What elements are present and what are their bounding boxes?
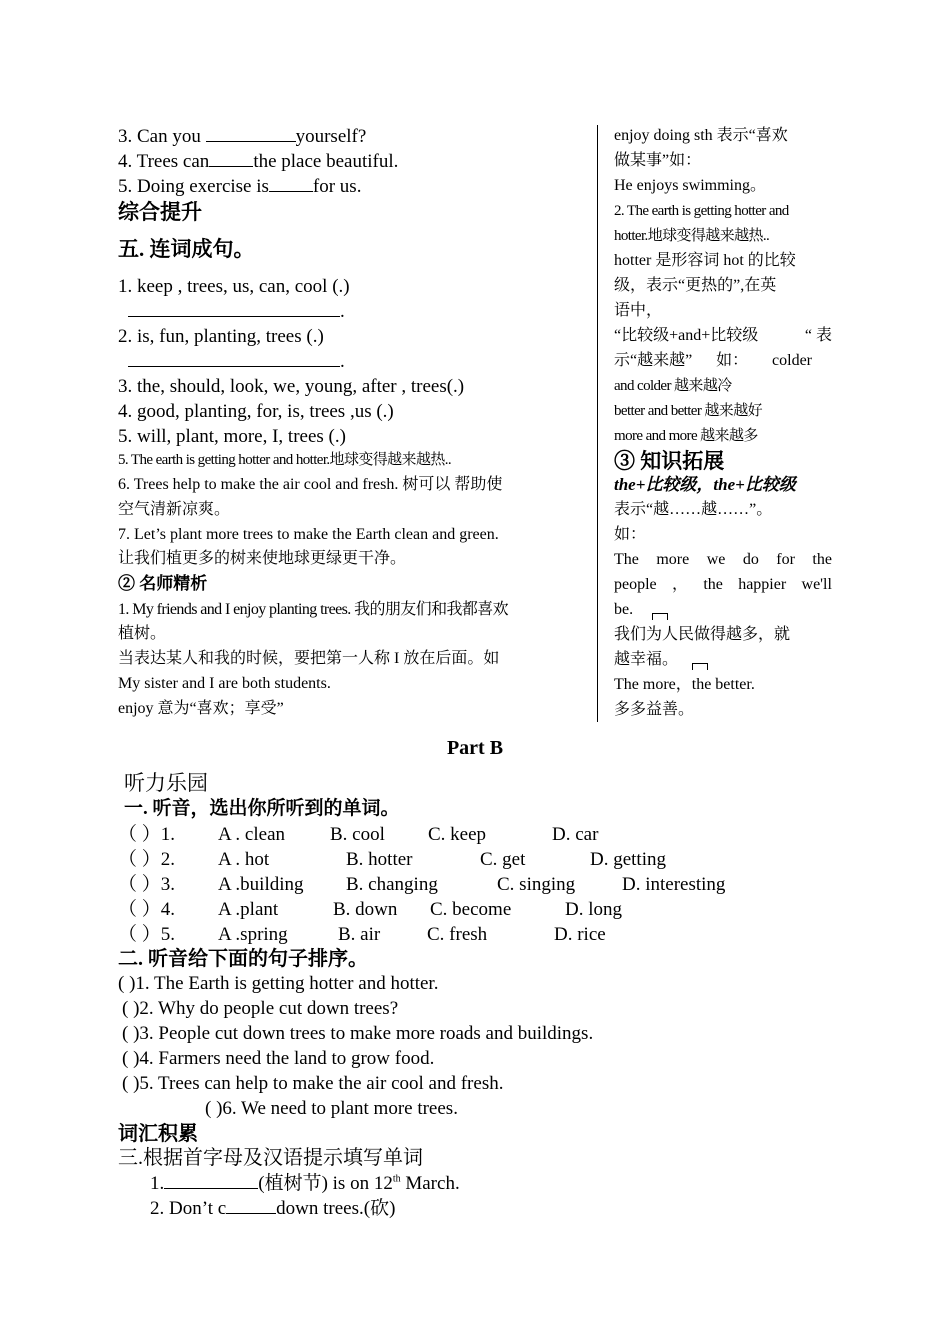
option-c[interactable]: C. get bbox=[480, 849, 526, 870]
fill-q3 bbox=[118, 124, 366, 149]
right-line-19: 我们为人民做得越多，就 bbox=[614, 626, 791, 643]
right-line-20: 越幸福。 bbox=[614, 651, 679, 668]
listening-1-title: 一. 听音，选出你所听到的单词。 bbox=[124, 798, 400, 819]
period: . bbox=[340, 301, 345, 322]
question-number: （ ）4. bbox=[118, 899, 176, 920]
answer-blank[interactable] bbox=[164, 1172, 258, 1189]
answer-line-2[interactable] bbox=[128, 349, 345, 374]
word-order-2: 2. is, fun, planting, trees (.) bbox=[118, 326, 324, 347]
answer-blank[interactable] bbox=[209, 150, 253, 167]
column-divider bbox=[597, 125, 598, 722]
order-item-5: ( )5. Trees can help to make the air cool and fresh. bbox=[122, 1073, 504, 1094]
question-number: （ ）1. bbox=[118, 824, 176, 845]
right-line-2: 做某事”如： bbox=[614, 152, 702, 169]
text: March. bbox=[400, 1173, 460, 1194]
teacher-notes-title: ② 名师精析 bbox=[118, 574, 208, 593]
right-line-21: The more，the better. bbox=[614, 676, 755, 693]
word: more bbox=[656, 551, 690, 568]
right-line-17 bbox=[614, 573, 832, 597]
mark-glyph bbox=[652, 613, 668, 620]
option-b[interactable]: B. cool bbox=[330, 824, 385, 845]
part-b-title: Part B bbox=[446, 737, 504, 759]
option-a[interactable]: A . clean bbox=[218, 824, 286, 845]
q4-text: 4. Trees can bbox=[118, 151, 210, 172]
listening-title: 听力乐园 bbox=[124, 771, 208, 795]
right-line-6: hotter 是形容词 hot 的比较 bbox=[614, 252, 796, 269]
word: The bbox=[614, 551, 639, 568]
right-line-14: 表示“越……越……”。 bbox=[614, 501, 773, 518]
word-order-4: 4. good, planting, for, is, trees ,us (.) bbox=[118, 401, 394, 422]
right-line-11: and colder 越来越冷 bbox=[614, 378, 732, 394]
right-line-3: He enjoys swimming。 bbox=[614, 177, 766, 194]
option-a[interactable]: A .plant bbox=[218, 899, 279, 920]
right-line-8: 语中， bbox=[614, 302, 663, 319]
answer-blank[interactable] bbox=[128, 300, 340, 317]
note-2: 当表达某人和我的时候，要把第一人称 I 放在后面。如 bbox=[118, 650, 500, 667]
answer-blank[interactable] bbox=[128, 350, 340, 367]
option-d[interactable]: D. car bbox=[552, 824, 599, 845]
answer-blank[interactable] bbox=[206, 125, 296, 142]
order-item-3: ( )3. People cut down trees to make more roads and buildings. bbox=[122, 1023, 594, 1044]
right-line-9 bbox=[614, 324, 832, 348]
extension-formula: the+比较级，the+比较级 bbox=[614, 475, 796, 494]
answer-6-cn: 空气清新凉爽。 bbox=[118, 501, 231, 518]
vocab-item-1 bbox=[150, 1171, 460, 1196]
order-item-6: ( )6. We need to plant more trees. bbox=[205, 1098, 458, 1119]
right-line-4: 2. The earth is getting hotter and bbox=[614, 203, 789, 219]
answer-blank[interactable] bbox=[269, 175, 313, 192]
text: 示“越来越” bbox=[614, 352, 693, 369]
right-line-16 bbox=[614, 548, 832, 572]
word: we bbox=[706, 551, 726, 568]
fill-q4 bbox=[118, 149, 398, 174]
option-c[interactable]: C. fresh bbox=[427, 924, 488, 945]
right-line-10 bbox=[614, 349, 812, 373]
option-b[interactable]: B. down bbox=[333, 899, 398, 920]
option-a[interactable]: A .spring bbox=[218, 924, 288, 945]
q4-text-end: the place beautiful. bbox=[253, 151, 399, 172]
mark-glyph bbox=[692, 663, 708, 670]
section-title: 综合提升 bbox=[118, 200, 202, 224]
right-line-7: 级，表示“更热的”,在英 bbox=[614, 277, 777, 294]
vocabulary-instruction: 三.根据首字母及汉语提示填写单词 bbox=[118, 1147, 423, 1169]
right-line-22: 多多益善。 bbox=[614, 701, 695, 718]
answer-6: 6. Trees help to make the air cool and fresh. 树可以 帮助使 bbox=[118, 476, 503, 493]
word: do bbox=[742, 551, 759, 568]
option-a[interactable]: A .building bbox=[218, 874, 304, 895]
order-item-4: ( )4. Farmers need the land to grow food. bbox=[122, 1048, 435, 1069]
option-d[interactable]: D. rice bbox=[554, 924, 606, 945]
option-c[interactable]: C. keep bbox=[428, 824, 487, 845]
superscript: th bbox=[392, 1173, 401, 1185]
right-line-18: be. bbox=[614, 601, 634, 618]
word: we'll bbox=[801, 576, 832, 593]
vocab-item-2 bbox=[150, 1196, 395, 1221]
option-d[interactable]: D. long bbox=[565, 899, 622, 920]
listening-2-title: 二. 听音给下面的句子排序。 bbox=[118, 948, 368, 970]
word: happier bbox=[738, 576, 787, 593]
option-b[interactable]: B. air bbox=[338, 924, 381, 945]
option-c[interactable]: C. become bbox=[430, 899, 512, 920]
right-line-12: better and better 越来越好 bbox=[614, 403, 762, 419]
text: down trees.(砍) bbox=[276, 1198, 396, 1219]
q3-text-end: yourself? bbox=[295, 126, 367, 147]
part5-title: 五. 连词成句。 bbox=[118, 237, 255, 261]
answer-7-cn: 让我们植更多的树来使地球更绿更干净。 bbox=[118, 550, 407, 567]
option-b[interactable]: B. hotter bbox=[346, 849, 413, 870]
text: “ 表 bbox=[804, 327, 832, 344]
text: colder bbox=[772, 352, 812, 369]
right-line-13: more and more 越来越多 bbox=[614, 428, 758, 444]
right-line-15: 如： bbox=[614, 526, 647, 543]
q5-text-end: for us. bbox=[312, 176, 362, 197]
answer-blank[interactable] bbox=[226, 1197, 276, 1214]
period: . bbox=[340, 351, 345, 372]
question-number: （ ）2. bbox=[118, 849, 176, 870]
answer-5: 5. The earth is getting hotter and hotter.地球变得越来越热.. bbox=[118, 452, 452, 468]
order-item-2: ( )2. Why do people cut down trees? bbox=[122, 998, 399, 1019]
question-number: （ ）3. bbox=[118, 874, 176, 895]
option-d[interactable]: D. interesting bbox=[622, 874, 726, 895]
option-c[interactable]: C. singing bbox=[497, 874, 576, 895]
word-order-1: 1. keep , trees, us, can, cool (.) bbox=[118, 276, 350, 297]
text: 2. Don’t c bbox=[150, 1198, 227, 1219]
word: people bbox=[614, 576, 657, 593]
fill-q5 bbox=[118, 174, 361, 199]
answer-7: 7. Let’s plant more trees to make the Earth clean and green. bbox=[118, 526, 499, 543]
right-line-1: enjoy doing sth 表示“喜欢 bbox=[614, 127, 788, 144]
note-2-example: My sister and I are both students. bbox=[118, 675, 331, 692]
extension-title: ③ 知识拓展 bbox=[614, 449, 725, 473]
text: 如： bbox=[716, 352, 749, 369]
word: ， bbox=[671, 576, 688, 593]
note-1-cn: 植树。 bbox=[118, 625, 167, 642]
option-b[interactable]: B. changing bbox=[346, 874, 438, 895]
text: (植树节) is on 12 bbox=[258, 1173, 393, 1194]
word: the bbox=[812, 551, 832, 568]
vocabulary-title: 词汇积累 bbox=[118, 1123, 198, 1145]
word: the bbox=[703, 576, 723, 593]
word-order-5: 5. will, plant, more, I, trees (.) bbox=[118, 426, 346, 447]
word: for bbox=[776, 551, 795, 568]
q5-text: 5. Doing exercise is bbox=[118, 176, 269, 197]
word-order-3: 3. the, should, look, we, young, after , trees(.) bbox=[118, 376, 465, 397]
q3-text: 3. Can you bbox=[118, 126, 206, 147]
order-item-1: ( )1. The Earth is getting hotter and hotter. bbox=[118, 973, 439, 994]
right-line-5: hotter.地球变得越来越热.. bbox=[614, 228, 770, 244]
text: “比较级+and+比较级 bbox=[614, 327, 759, 344]
note-3: enjoy 意为“喜欢；享受” bbox=[118, 700, 284, 717]
option-d[interactable]: D. getting bbox=[590, 849, 666, 870]
text: 1. bbox=[150, 1173, 165, 1194]
question-number: （ ）5. bbox=[118, 924, 176, 945]
note-1: 1. My friends and I enjoy planting trees. 我的朋友们和我都喜欢 bbox=[118, 601, 509, 618]
answer-line-1[interactable] bbox=[128, 299, 345, 324]
option-a[interactable]: A . hot bbox=[218, 849, 270, 870]
